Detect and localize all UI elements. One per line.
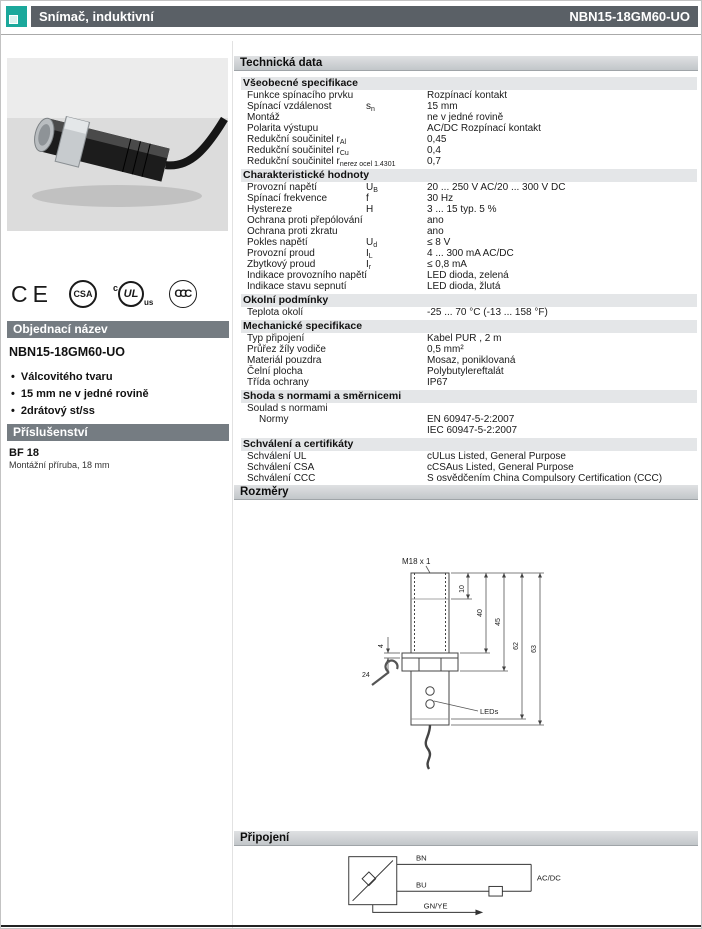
- spec-value: 0,4: [427, 145, 441, 156]
- spec-value: 0,45: [427, 134, 447, 145]
- led-indicator-icon: [426, 687, 434, 695]
- spec-label: Provozní proud: [247, 248, 315, 259]
- technical-data-header: Technická data: [234, 56, 698, 71]
- feature-item: • 15 mm ne v jedné rovině: [11, 386, 149, 403]
- spec-row: [241, 355, 697, 366]
- spec-label: Funkce spínacího prvku: [247, 90, 354, 101]
- spec-value: cULus Listed, General Purpose: [427, 451, 566, 462]
- spec-row: [241, 248, 697, 259]
- spec-value: Kabel PUR , 2 m: [427, 333, 502, 344]
- spec-label-subscript: Al: [339, 139, 347, 146]
- spec-symbol: [366, 307, 427, 318]
- order-code: NBN15-18GM60-UO: [9, 345, 126, 359]
- accessory-code: BF 18: [9, 447, 39, 459]
- spec-symbol: [366, 112, 427, 123]
- spec-value: ne v jedné rovině: [427, 112, 504, 123]
- spec-label: Typ připojení: [247, 333, 305, 344]
- led-indicator-icon: [426, 700, 434, 708]
- spec-value: 30 Hz: [427, 193, 454, 204]
- spec-label: Montáž: [247, 112, 280, 123]
- inductive-sensor-symbol: [362, 872, 376, 886]
- spec-value: 4 ... 300 mA AC/DC: [427, 248, 514, 259]
- dim-label-10: 10: [459, 585, 466, 593]
- spec-label: Ochrana proti zkratu: [247, 226, 338, 237]
- photo-shadow: [32, 185, 202, 207]
- spec-row: [241, 215, 697, 226]
- sensor-symbol-diagonal: [353, 861, 393, 901]
- spec-row: [241, 101, 697, 112]
- cable-line: [426, 725, 430, 769]
- ul-logo-icon: [113, 281, 153, 307]
- spec-row: [241, 90, 697, 101]
- photo-background-top: [7, 58, 228, 118]
- brand-cube-icon: [6, 6, 27, 27]
- spec-row: [241, 237, 697, 248]
- spec-row: [241, 451, 697, 462]
- spec-label: Polarita výstupu: [247, 123, 319, 134]
- technical-table: [241, 75, 697, 484]
- spec-value: 15 mm: [427, 101, 458, 112]
- product-code-title: NBN15-18GM60-UO: [569, 9, 690, 24]
- spec-symbol: [366, 403, 427, 414]
- wrench-icon: [372, 661, 398, 685]
- spec-label: Materiál pouzdra: [247, 355, 322, 366]
- spec-value: Polybutylereftalát: [427, 366, 504, 377]
- spec-label: Ochrana proti přepólování: [247, 215, 363, 226]
- spec-value: -25 ... 70 °C (-13 ... 158 °F): [427, 307, 548, 318]
- spec-row: [241, 193, 697, 204]
- feature-item: • 2drátový st/ss: [11, 403, 149, 420]
- spec-symbol: f: [366, 193, 369, 204]
- spec-label: Průřez žíly vodiče: [247, 344, 326, 355]
- spec-row: [241, 344, 697, 355]
- leds-label: LEDs: [480, 707, 499, 716]
- dimension-drawing: [356, 553, 571, 773]
- table-section-header: Shoda s normami a směrnicemi: [241, 390, 697, 403]
- product-family-title: Snímač, induktivní: [39, 9, 154, 24]
- dim-label-40: 40: [477, 609, 484, 617]
- spec-row: [241, 462, 697, 473]
- spec-value: S osvědčením China Compulsory Certification (CCC): [427, 473, 663, 484]
- spec-row: [241, 333, 697, 344]
- spec-symbol: [366, 344, 427, 355]
- spec-row: [241, 366, 697, 377]
- spec-value: 3 ... 15 typ. 5 %: [427, 204, 497, 215]
- spec-symbol: $I_r$: [366, 259, 372, 271]
- spec-symbol-subscript: B: [373, 187, 378, 194]
- spec-row: [241, 156, 697, 167]
- spec-symbol: H: [366, 204, 374, 215]
- spec-row: [241, 473, 697, 484]
- load-symbol: [489, 886, 502, 896]
- footer-divider: [1, 925, 702, 927]
- spec-symbol: [366, 226, 427, 237]
- accessory-description: Montážní příruba, 18 mm: [9, 460, 110, 470]
- spec-value: LED dioda, žlutá: [427, 281, 501, 292]
- spec-row: [241, 307, 697, 318]
- spec-row: [241, 377, 697, 388]
- spec-symbol: [366, 366, 427, 377]
- spec-label: Indikace stavu sepnutí: [247, 281, 347, 292]
- feature-list: [11, 369, 149, 420]
- spec-value: ≤ 0,8 mA: [427, 259, 467, 270]
- table-section-header: Charakteristické hodnoty: [241, 169, 697, 182]
- ul-logo-ul: UL: [118, 281, 144, 307]
- spec-label-subscript: nerez ocel 1.4301: [339, 161, 396, 168]
- title-bar: [31, 6, 698, 27]
- spec-label: Normy: [259, 414, 289, 425]
- spec-symbol-subscript: d: [373, 242, 378, 249]
- table-section-header: Všeobecné specifikace: [241, 77, 697, 90]
- spec-label: Redukční součinitel $r_{Cu}$: [247, 145, 349, 157]
- spec-value: Rozpínací kontakt: [427, 90, 508, 101]
- spec-symbol: [366, 333, 427, 344]
- spec-value: 0,7: [427, 156, 441, 167]
- connection-header: Připojení: [234, 831, 698, 846]
- order-name-header: Objednací název: [7, 321, 229, 338]
- table-section-header: Mechanické specifikace: [241, 320, 697, 333]
- spec-symbol-subscript: L: [368, 253, 373, 260]
- spec-label: Třída ochrany: [247, 377, 309, 388]
- spec-label: Spínací frekvence: [247, 193, 328, 204]
- spec-value: 0,5 mm²: [427, 344, 464, 355]
- spec-value: LED dioda, zelená: [427, 270, 509, 281]
- csa-logo-icon: CSA: [69, 280, 97, 308]
- spec-symbol: [366, 123, 427, 134]
- spec-value: IEC 60947-5-2:2007: [427, 425, 518, 436]
- spec-symbol: [366, 377, 427, 388]
- dim-label-63: 63: [531, 645, 538, 653]
- spec-symbol-subscript: r: [368, 264, 372, 271]
- ul-logo-us: us: [143, 298, 154, 307]
- spec-symbol: [366, 462, 427, 473]
- table-section-header: Schválení a certifikáty: [241, 438, 697, 451]
- spec-row: [241, 123, 697, 134]
- table-section-header: Okolní podmínky: [241, 294, 697, 307]
- spec-label: Hystereze: [247, 204, 293, 215]
- ccc-logo-icon: CCC: [169, 280, 197, 308]
- spec-label: Teplota okolí: [247, 307, 304, 318]
- dimension-lines: [384, 573, 544, 725]
- spec-label: Schválení UL: [247, 451, 307, 462]
- wire-gnye-label: GN/YE: [423, 901, 448, 911]
- earth-arrow-icon: [475, 909, 483, 915]
- dim-label-45: 45: [495, 618, 502, 626]
- spec-symbol: $s_n$: [366, 101, 375, 113]
- spec-row: [241, 134, 697, 145]
- spec-label: Zbytkový proud: [247, 259, 316, 270]
- spec-label: Indikace provozního napětí: [247, 270, 368, 281]
- spec-row: [241, 204, 697, 215]
- ul-logo-c: c: [112, 283, 118, 293]
- spec-label: Soulad s normami: [247, 403, 328, 414]
- brand-cube-inner-icon: [9, 15, 18, 24]
- spec-value: AC/DC Rozpínací kontakt: [427, 123, 541, 134]
- spec-row: [241, 425, 697, 436]
- spec-value: ano: [427, 215, 444, 226]
- dim-label-62: 62: [513, 642, 520, 650]
- spec-row: [241, 403, 697, 414]
- spec-value: IP67: [427, 377, 448, 388]
- thread-label: M18 x 1: [402, 557, 431, 566]
- spec-row: [241, 281, 697, 292]
- spec-symbol: [366, 355, 427, 366]
- spec-row: [241, 270, 697, 281]
- spec-label: Redukční součinitel $r_{nerez ocel 1.4301}$: [247, 156, 396, 168]
- spec-label-subscript: Cu: [339, 150, 349, 157]
- spec-row: [241, 414, 697, 425]
- spec-symbol-subscript: n: [371, 106, 375, 113]
- spec-symbol: [366, 270, 427, 281]
- spec-label: Spínací vzdálenost: [247, 101, 332, 112]
- accessories-header: Příslušenství: [7, 424, 229, 441]
- wire-bn-label: BN: [415, 853, 427, 863]
- column-divider: [232, 41, 233, 928]
- spec-symbol: $I_L$: [366, 248, 373, 260]
- feature-item: • Válcovitého tvaru: [11, 369, 149, 386]
- dimensions-header: Rozměry: [234, 485, 698, 500]
- spec-symbol: [366, 473, 427, 484]
- spec-label: Provozní napětí: [247, 182, 318, 193]
- sensor-outline: [402, 573, 458, 769]
- wrench-size-label: 24: [362, 672, 370, 679]
- spec-value: ≤ 8 V: [427, 237, 451, 248]
- certification-marks: [11, 277, 226, 311]
- connection-diagram: [343, 849, 583, 924]
- spec-value: cCSAus Listed, General Purpose: [427, 462, 574, 473]
- ce-mark-icon: CE: [11, 280, 53, 307]
- spec-label: [241, 425, 366, 436]
- spec-label: Čelní plocha: [247, 366, 303, 377]
- spec-value: EN 60947-5-2:2007: [427, 414, 515, 425]
- spec-symbol: [366, 425, 427, 436]
- spec-row: [241, 182, 697, 193]
- spec-symbol: [366, 281, 427, 292]
- spec-row: [241, 226, 697, 237]
- spec-value: 20 ... 250 V AC/20 ... 300 V DC: [427, 182, 566, 193]
- spec-symbol: [366, 215, 427, 226]
- spec-label: Schválení CCC: [247, 473, 316, 484]
- wire-bu-label: BU: [415, 880, 427, 890]
- spec-symbol: [366, 90, 427, 101]
- spec-label: Pokles napětí: [247, 237, 308, 248]
- spec-value: Mosaz, poniklovaná: [427, 355, 516, 366]
- spec-label: Redukční součinitel $r_{Al}$: [247, 134, 347, 146]
- dim-label-4: 4: [378, 644, 385, 648]
- spec-symbol: $U_B$: [366, 182, 378, 194]
- spec-label: Schválení CSA: [247, 462, 315, 473]
- product-photo: [7, 58, 228, 231]
- spec-symbol: $U_d$: [366, 237, 378, 249]
- spec-row: [241, 145, 697, 156]
- spec-row: [241, 112, 697, 123]
- spec-row: [241, 259, 697, 270]
- spec-symbol: [366, 451, 427, 462]
- spec-symbol: [366, 414, 427, 425]
- spec-value: [427, 403, 697, 414]
- supply-label: AC/DC: [536, 873, 561, 883]
- header-divider: [1, 34, 702, 35]
- spec-value: ano: [427, 226, 444, 237]
